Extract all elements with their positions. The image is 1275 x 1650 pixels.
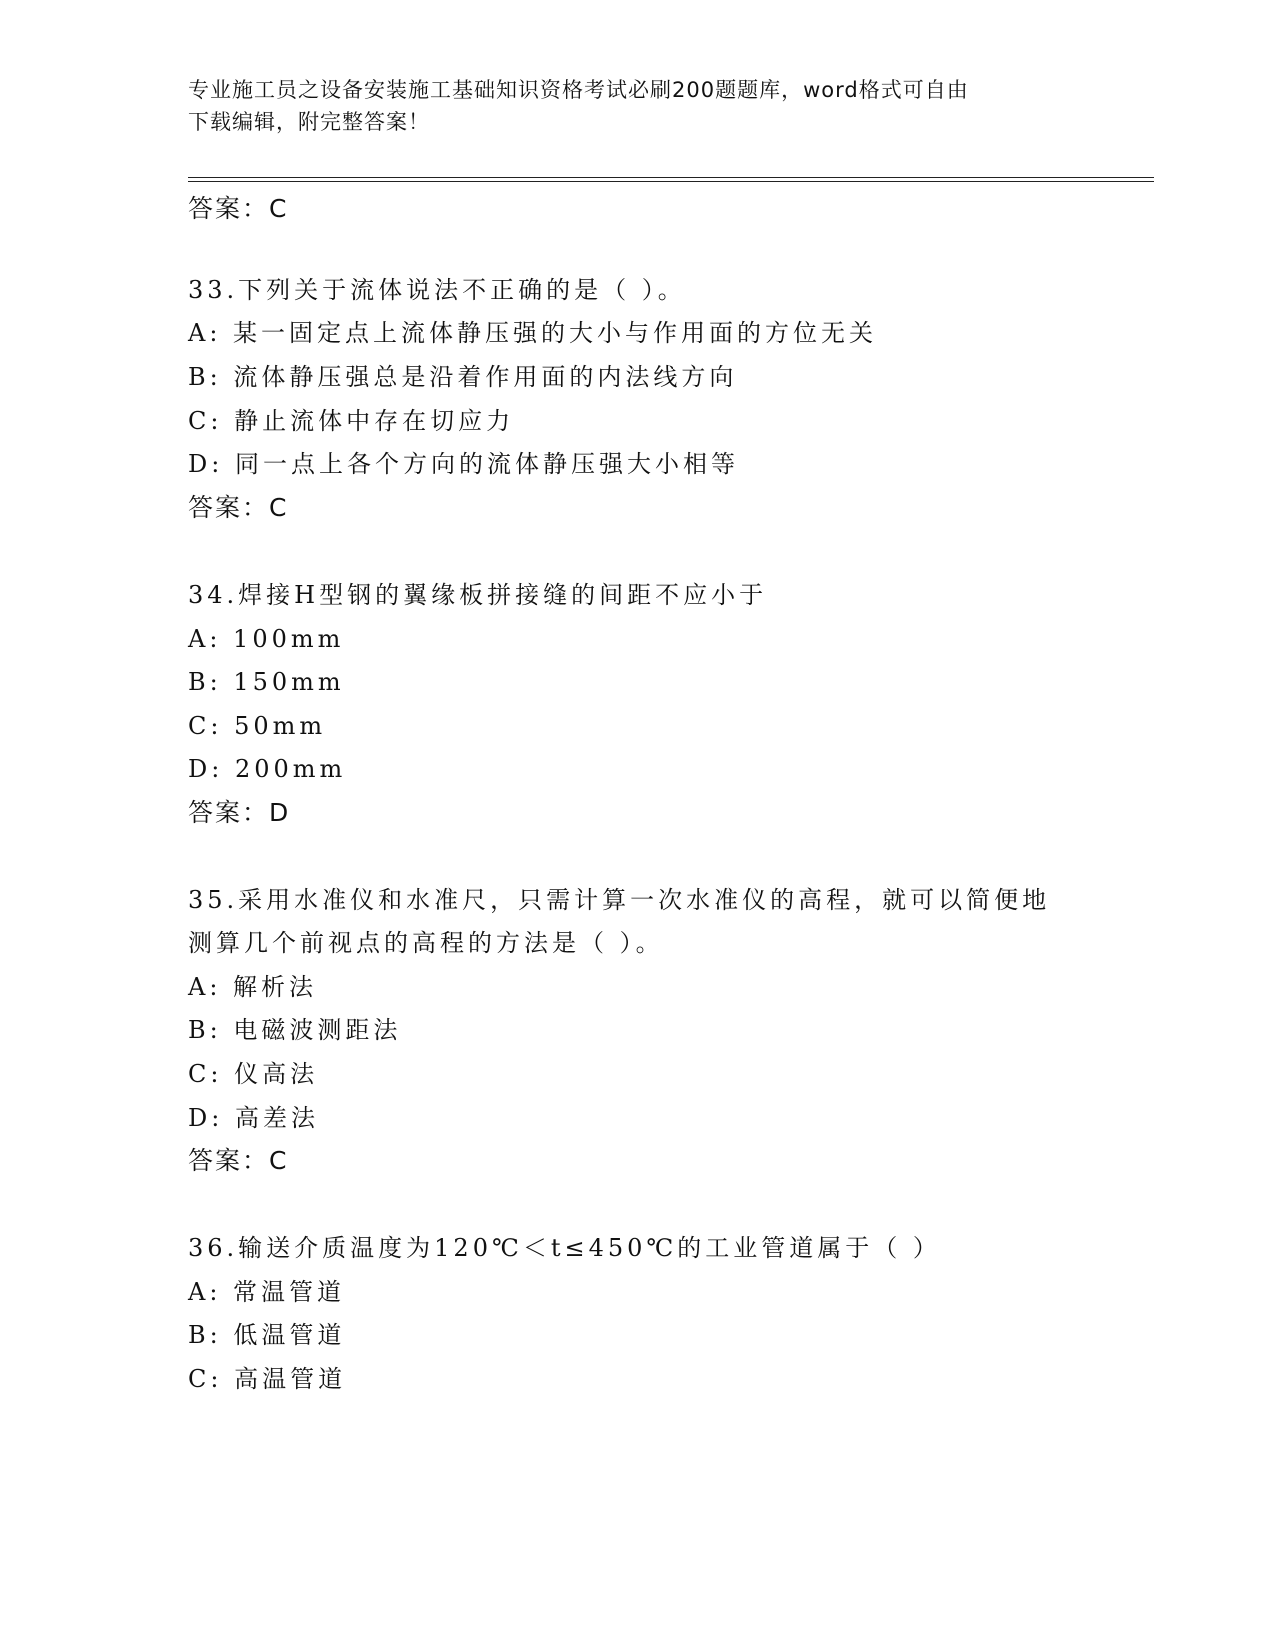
question-35-answer: 答案：C [188, 1146, 289, 1175]
question-35-option-c: C: 仪高法 [188, 1060, 319, 1088]
question-35-stem-line-1: 35.采用水准仪和水准尺，只需计算一次水准仪的高程，就可以简便地 [188, 886, 1051, 914]
question-34-option-d: D: 200mm [188, 755, 347, 783]
question-33-answer: 答案：C [188, 493, 289, 522]
question-33-option-d: D: 同一点上各个方向的流体静压强大小相等 [188, 450, 739, 478]
question-36-stem: 36.输送介质温度为120℃＜t≤450℃的工业管道属于（ ） [188, 1234, 941, 1262]
question-36-option-c: C: 高温管道 [188, 1365, 347, 1393]
question-35-option-b: B: 电磁波测距法 [188, 1016, 402, 1044]
question-33-option-c: C: 静止流体中存在切应力 [188, 407, 515, 435]
question-36-option-a: A: 常温管道 [188, 1278, 346, 1306]
question-34-answer: 答案：D [188, 798, 291, 827]
question-34-stem: 34.焊接H型钢的翼缘板拼接缝的间距不应小于 [188, 581, 768, 609]
question-33-option-b: B: 流体静压强总是沿着作用面的内法线方向 [188, 363, 738, 391]
header-line-1: 专业施工员之设备安装施工基础知识资格考试必刷200题题库，word格式可自由 [188, 78, 969, 102]
question-33-stem: 33.下列关于流体说法不正确的是（ ）。 [188, 276, 686, 304]
question-34-option-b: B: 150mm [188, 668, 345, 696]
previous-answer: 答案：C [188, 194, 289, 223]
question-33-option-a: A: 某一固定点上流体静压强的大小与作用面的方位无关 [188, 319, 878, 347]
question-35-option-a: A: 解析法 [188, 973, 318, 1001]
question-34-option-a: A: 100mm [188, 625, 345, 653]
question-36-option-b: B: 低温管道 [188, 1321, 346, 1349]
header-line-2: 下载编辑，附完整答案！ [188, 110, 430, 134]
question-35-option-d: D: 高差法 [188, 1104, 319, 1132]
header-divider [188, 177, 1154, 182]
question-35-stem-line-2: 测算几个前视点的高程的方法是（ ）。 [188, 929, 664, 957]
question-34-option-c: C: 50mm [188, 712, 327, 740]
page-header [188, 74, 1088, 138]
